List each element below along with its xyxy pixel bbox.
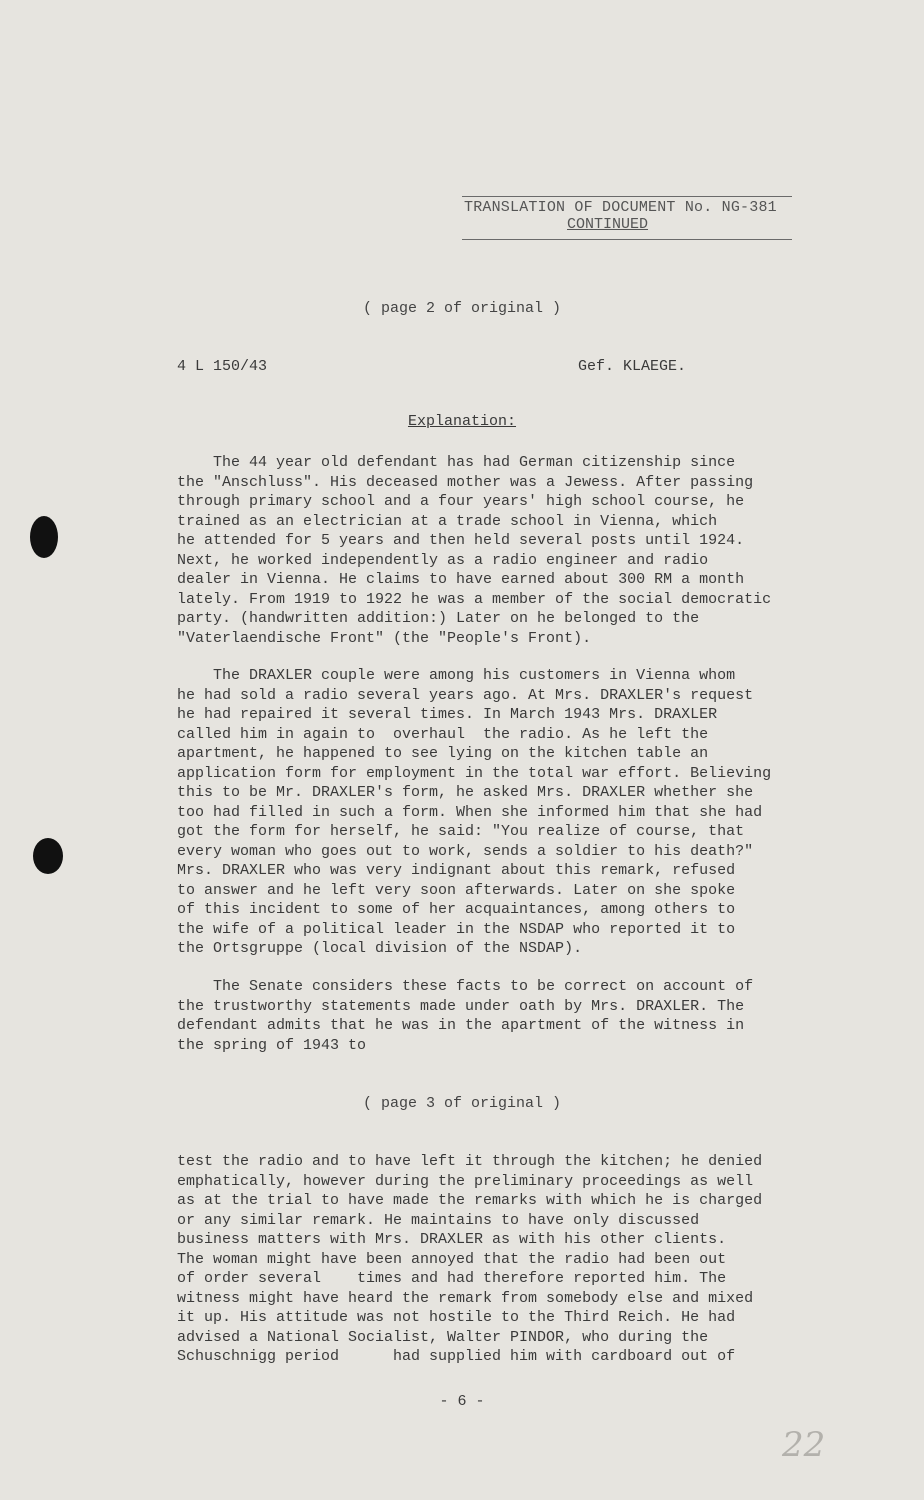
- text-line: dealer in Vienna. He claims to have earned about 300 RM a month: [177, 571, 745, 588]
- text-line: The 44 year old defendant has had German citizenship since: [177, 454, 736, 471]
- text-line: as at the trial to have made the remarks with which he is charged: [177, 1192, 763, 1209]
- text-line: the spring of 1943 to: [177, 1036, 367, 1054]
- text-line: too had filled in such a form. When she informed him that she had: [177, 803, 763, 821]
- text-line: emphatically, however during the preliminary proceedings as well: [177, 1172, 754, 1190]
- text-line: of this incident to some of her acquaintances, among others to: [177, 901, 736, 918]
- text-line: called him in again to overhaul the radio. As he left the: [177, 725, 709, 743]
- paragraph-biography: [177, 453, 817, 648]
- text-line: apartment, he happened to see lying on the kitchen table an: [177, 745, 709, 762]
- text-line: Mrs. DRAXLER who was very indignant about this remark, refused: [177, 862, 736, 879]
- text-line: or any similar remark. He maintains to have only discussed: [177, 1211, 700, 1229]
- text-line: The woman might have been annoyed that the radio had been out: [177, 1250, 727, 1268]
- text-line: the wife of a political leader in the NSDAP who reported it to: [177, 920, 736, 938]
- text-line: he had repaired it several times. In March 1943 Mrs. DRAXLER: [177, 706, 718, 723]
- section-heading: Explanation:: [407, 413, 517, 430]
- original-page-note-3: ( page 3 of original ): [362, 1095, 562, 1112]
- text-line: the "Anschluss". His deceased mother was a Jewess. After passing: [177, 473, 754, 491]
- text-line: trained as an electrician at a trade school in Vienna, which: [177, 512, 718, 530]
- text-line: business matters with Mrs. DRAXLER as with his other clients.: [177, 1231, 727, 1248]
- text-line: of order several times and had therefore reported him. The: [177, 1270, 727, 1287]
- page-number: - 6 -: [439, 1393, 485, 1410]
- header-continued: CONTINUED: [567, 216, 649, 233]
- text-line: got the form for herself, he said: "You realize of course, that: [177, 823, 745, 840]
- case-number: 4 L 150/43: [177, 358, 268, 375]
- binder-hole-top: [30, 516, 58, 558]
- defendant-reference: Gef. KLAEGE.: [578, 358, 687, 375]
- header-bottom-rule: [462, 239, 792, 240]
- text-line: "Vaterlaendische Front" (the "People's Front).: [177, 629, 592, 647]
- text-line: the trustworthy statements made under oath by Mrs. DRAXLER. The: [177, 997, 745, 1015]
- binder-hole-bottom: [33, 838, 63, 874]
- text-line: test the radio and to have left it through the kitchen; he denied: [177, 1153, 763, 1170]
- text-line: lately. From 1919 to 1922 he was a member of the social democratic: [177, 590, 772, 608]
- text-line: through primary school and a four years' high school course, he: [177, 493, 745, 510]
- paragraph-incident: [177, 666, 817, 959]
- text-line: Schuschnigg period had supplied him with cardboard out of: [177, 1348, 736, 1365]
- text-line: Next, he worked independently as a radio engineer and radio: [177, 551, 709, 569]
- text-line: this to be Mr. DRAXLER's form, he asked Mrs. DRAXLER whether she: [177, 784, 754, 801]
- text-line: the Ortsgruppe (local division of the NSDAP).: [177, 940, 583, 957]
- handwritten-page-number: 22: [782, 1425, 826, 1465]
- text-line: The DRAXLER couple were among his customers in Vienna whom: [177, 667, 736, 684]
- text-line: The Senate considers these facts to be correct on account of: [177, 978, 754, 995]
- text-line: application form for employment in the total war effort. Believing: [177, 764, 772, 782]
- text-line: it up. His attitude was not hostile to the Third Reich. He had: [177, 1309, 736, 1326]
- text-line: to answer and he left very soon afterwards. Later on she spoke: [177, 881, 736, 899]
- text-line: he had sold a radio several years ago. At Mrs. DRAXLER's request: [177, 686, 754, 704]
- text-line: party. (handwritten addition:) Later on he belonged to the: [177, 610, 700, 627]
- original-page-note-2: ( page 2 of original ): [362, 300, 562, 317]
- text-line: advised a National Socialist, Walter PINDOR, who during the: [177, 1328, 709, 1346]
- text-line: he attended for 5 years and then held several posts until 1924.: [177, 532, 745, 549]
- text-line: every woman who goes out to work, sends a soldier to his death?": [177, 842, 754, 860]
- translation-header: [462, 196, 792, 240]
- text-line: defendant admits that he was in the apartment of the witness in: [177, 1017, 745, 1034]
- text-line: witness might have heard the remark from somebody else and mixed: [177, 1289, 754, 1307]
- header-title: TRANSLATION OF DOCUMENT No. NG-381: [464, 199, 777, 216]
- paragraph-senate-findings: [177, 977, 817, 1055]
- paragraph-defense: [177, 1152, 817, 1367]
